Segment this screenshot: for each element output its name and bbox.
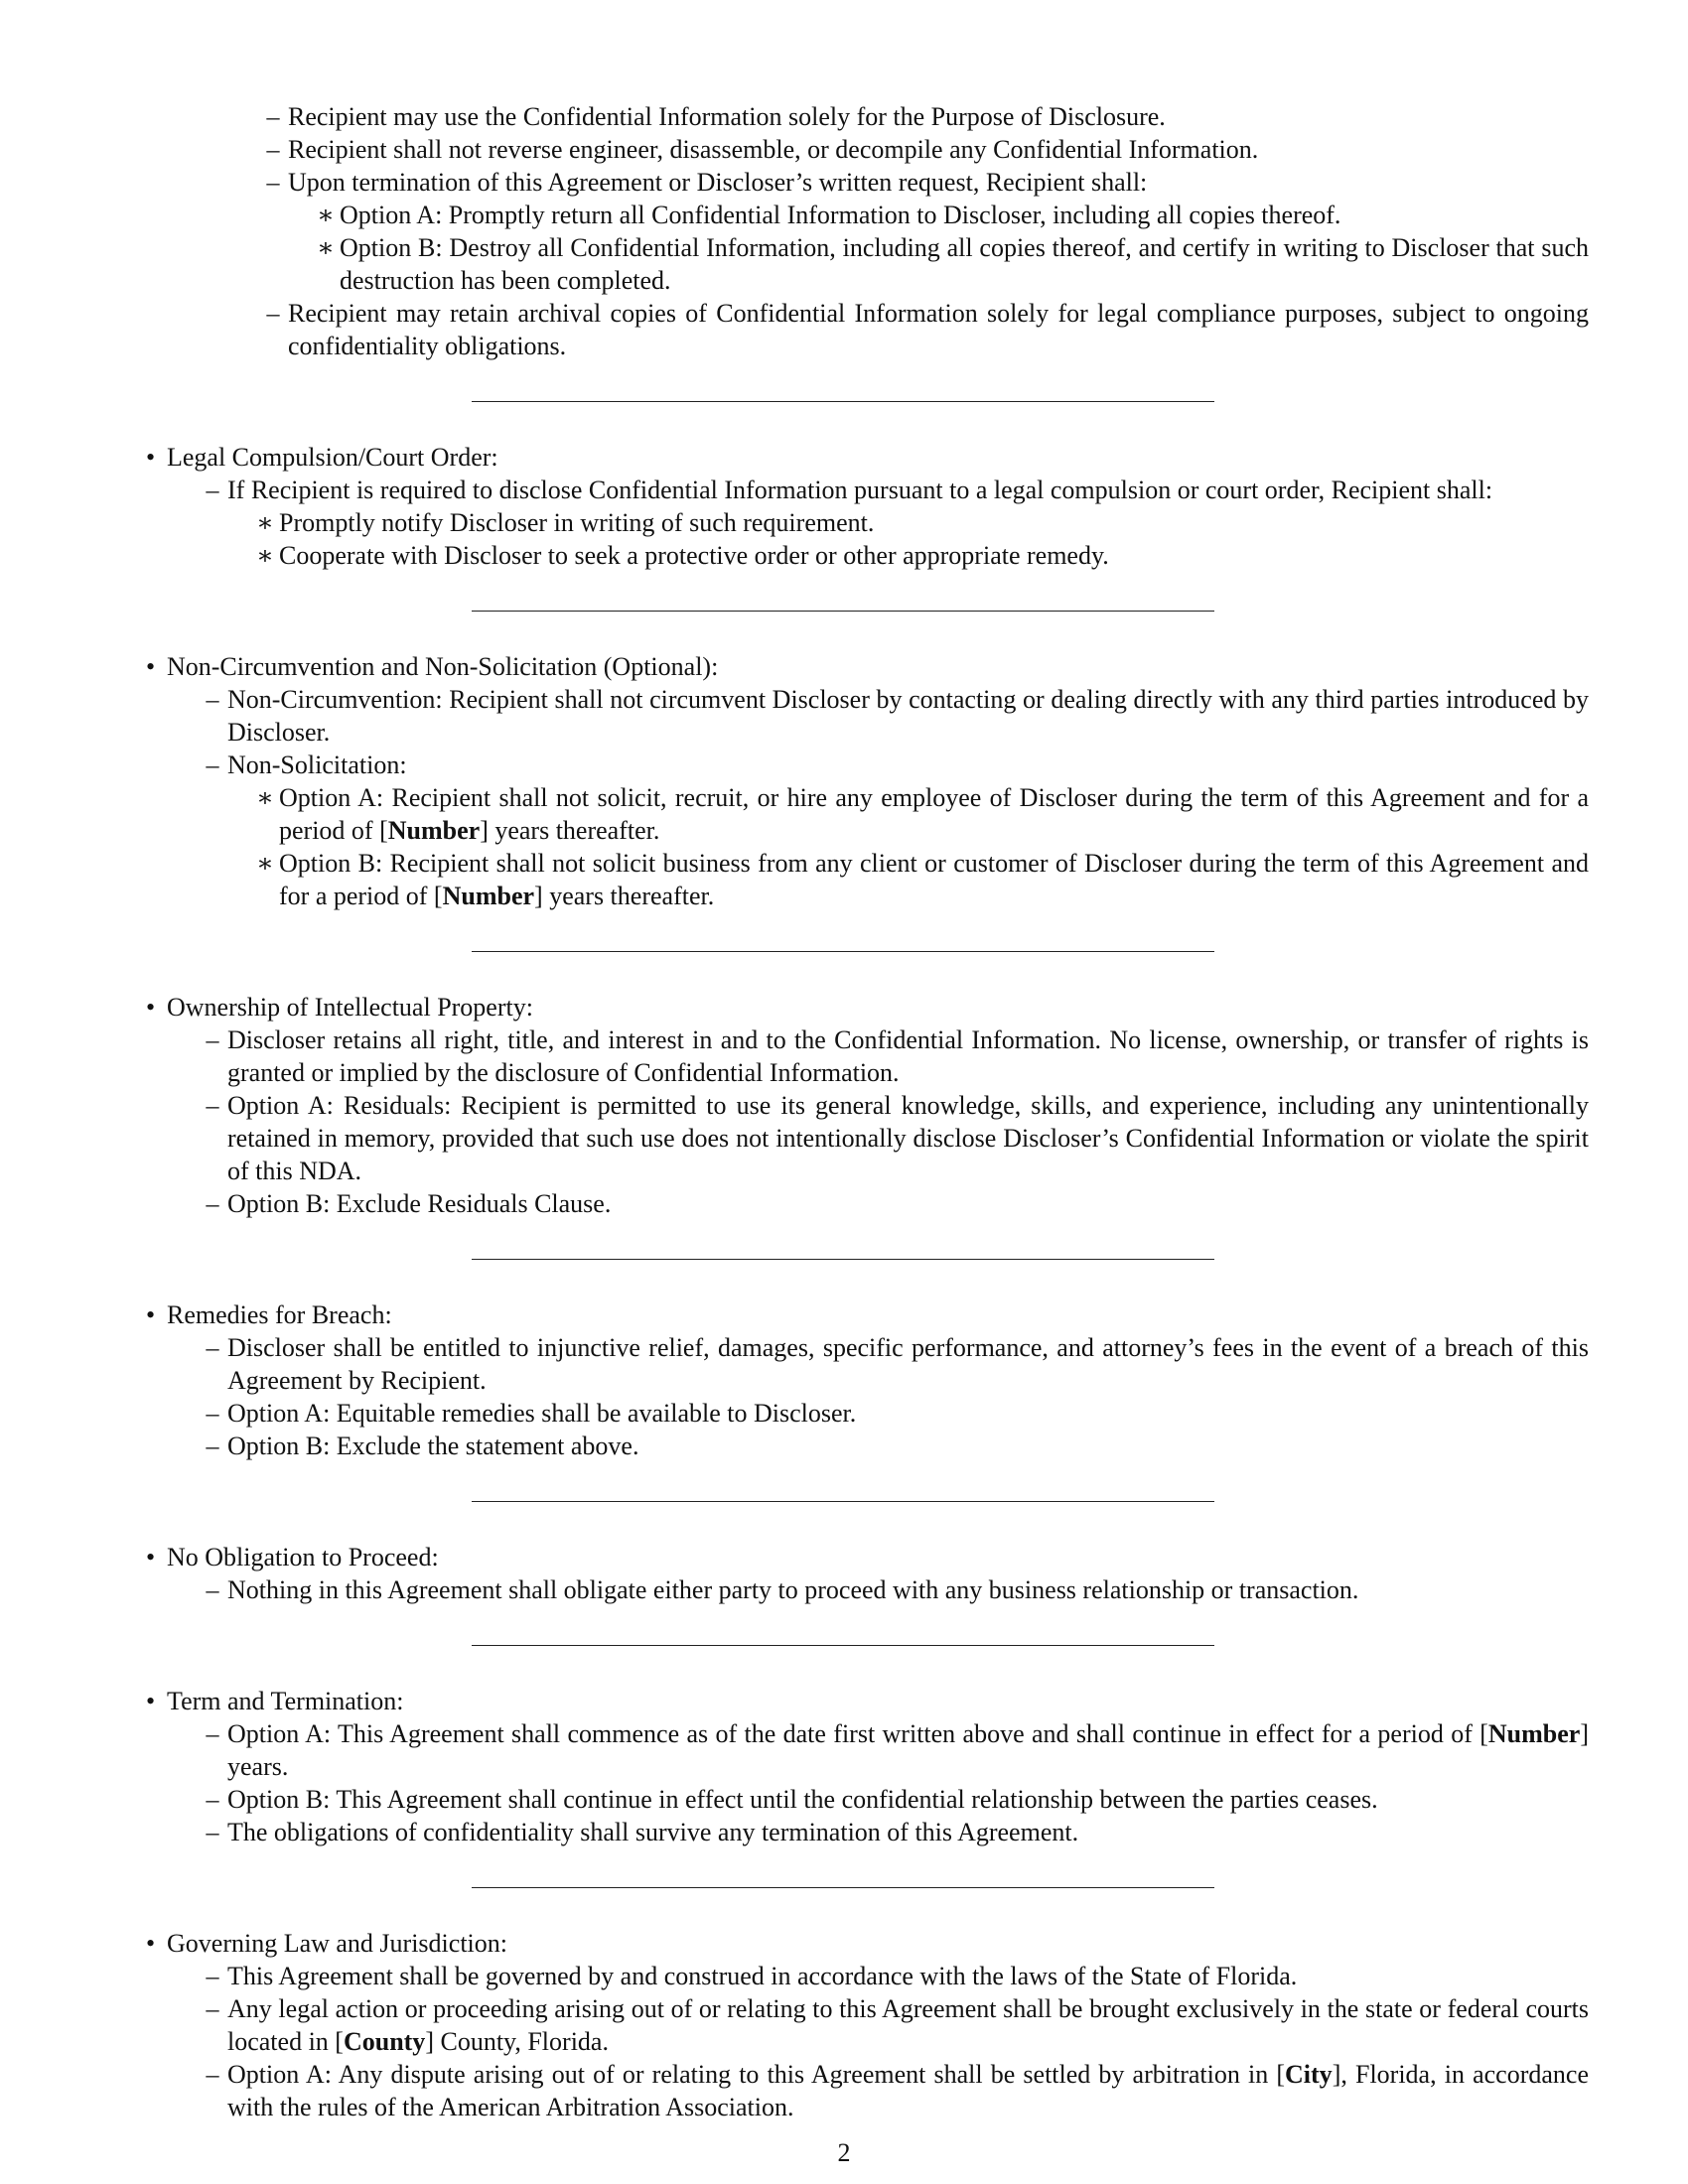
section-item [145,1298,1589,1462]
dash-marker: – [206,1333,219,1362]
section-governing-law [134,1927,1589,2123]
dash-marker: – [206,751,219,779]
list-item: – Non-Solicitation: ∗ Option A: Recipient shall not solicit, recruit, or hire any employee of Discloser during the term of this Agreement and for a period of [Number] years thereafter. ∗ Option B: Recipient shall not solicit business from any client or customer of Discloser during the term of this Agreement and for a period of [Number] years thereafter. [227,749,1589,912]
list-item: – Option A: Residuals: Recipient is permitted to use its general knowledge, skills, and experience, including any unintentionally retained in memory, provided that such use does not intentionally disclose Discloser’s Confidential Information or violate the spirit of this NDA. [227,1089,1589,1187]
sub-list-item: ∗ Promptly notify Discloser in writing of such requirement. [279,506,1589,539]
bullet-marker: • [145,1929,156,1958]
section-item [145,991,1589,1220]
bullet-marker: • [145,652,156,681]
section-divider [472,1501,1214,1502]
bullet-marker: • [145,443,156,472]
dash-marker: – [206,1189,219,1218]
section-item [145,1685,1589,1848]
bullet-marker: • [145,993,156,1022]
section-divider [472,1887,1214,1888]
list-item: – Recipient may retain archival copies of Confidential Information solely for legal compliance purposes, subject to ongoing confidentiality obligations. [288,297,1589,362]
asterisk-marker: ∗ [317,233,335,262]
list-item: – Option B: This Agreement shall continue in effect until the confidential relationship between the parties ceases. [227,1783,1589,1816]
bullet-marker: • [145,1300,156,1329]
section-divider [472,1645,1214,1646]
section-divider [472,611,1214,612]
placeholder-number: Number [442,882,535,910]
list-item: – Upon termination of this Agreement or Discloser’s written request, Recipient shall: ∗ Option A: Promptly return all Confidential Information to Discloser, including all copies thereof. ∗ Option B: Destroy all Confidential Information, including all copies thereof, and certify in writing to Discloser that such destruction has been completed. [288,166,1589,297]
asterisk-marker: ∗ [256,508,274,537]
dash-marker: – [206,1785,219,1814]
sub-list-item: ∗ Option A: Recipient shall not solicit, recruit, or hire any employee of Discloser during the term of this Agreement and for a period of [Number] years thereafter. [279,781,1589,847]
list-item: – Non-Circumvention: Recipient shall not circumvent Discloser by contacting or dealing directly with any third parties introduced by Discloser. [227,683,1589,749]
continued-items [227,100,1589,362]
placeholder-number: Number [1487,1719,1581,1748]
bullet-marker: • [145,1543,156,1571]
section-divider [472,1259,1214,1260]
section-non-circumvention [134,650,1589,912]
dash-marker: – [206,2060,219,2089]
dash-marker: – [206,1994,219,2023]
section-item [145,650,1589,912]
dash-marker: – [206,1575,219,1604]
dash-marker: – [206,1719,219,1748]
clause-list [167,683,1589,912]
clause-list [167,1331,1589,1462]
section-divider [472,401,1214,402]
clause-list [167,1024,1589,1220]
section-divider [472,951,1214,952]
list-item: – Option A: This Agreement shall commence as of the date first written above and shall continue in effect for a period of [Number] years. [227,1717,1589,1783]
section-heading: Legal Compulsion/Court Order: [167,443,498,472]
sub-list-item: ∗ Option B: Recipient shall not solicit business from any client or customer of Discloser during the term of this Agreement and for a period of [Number] years thereafter. [279,847,1589,912]
dash-marker: – [206,1091,219,1120]
list-item: – The obligations of confidentiality shall survive any termination of this Agreement. [227,1816,1589,1848]
placeholder-city: City [1285,2060,1333,2089]
sub-list [288,199,1589,297]
asterisk-marker: ∗ [256,783,274,812]
sub-list-item: ∗ Option A: Promptly return all Confidential Information to Discloser, including all copies thereof. [340,199,1589,231]
section-heading: Ownership of Intellectual Property: [167,993,533,1022]
dash-marker: – [206,1025,219,1054]
section-item [145,441,1589,572]
dash-marker: – [206,1399,219,1428]
list-item: – Option A: Equitable remedies shall be available to Discloser. [227,1397,1589,1430]
asterisk-marker: ∗ [256,849,274,878]
placeholder-county: County [343,2027,426,2056]
section-heading: No Obligation to Proceed: [167,1543,439,1571]
section-item [145,1541,1589,1606]
asterisk-marker: ∗ [256,541,274,570]
document-body [134,100,1589,2123]
clause-list [167,474,1589,572]
dash-marker: – [266,168,280,197]
clause-list [167,1717,1589,1848]
dash-marker: – [266,102,280,131]
clause-list [167,1573,1589,1606]
list-item: – This Agreement shall be governed by and construed in accordance with the laws of the State of Florida. [227,1960,1589,1992]
list-item: – Option B: Exclude the statement above. [227,1430,1589,1462]
section-ownership [134,991,1589,1220]
section-term-termination [134,1685,1589,1848]
continued-clause-list [134,100,1589,362]
list-item: – Nothing in this Agreement shall obligate either party to proceed with any business relationship or transaction. [227,1573,1589,1606]
bullet-marker: • [145,1687,156,1715]
section-item [145,1927,1589,2123]
dash-marker: – [206,476,219,504]
list-item: – Discloser shall be entitled to injunctive relief, damages, specific performance, and attorney’s fees in the event of a breach of this Agreement by Recipient. [227,1331,1589,1397]
list-item: – Recipient shall not reverse engineer, disassemble, or decompile any Confidential Information. [288,133,1589,166]
list-item: – If Recipient is required to disclose Confidential Information pursuant to a legal compulsion or court order, Recipient shall: ∗ Promptly notify Discloser in writing of such requirement. ∗ Cooperate with Discloser to seek a protective order or other appropriate remedy. [227,474,1589,572]
asterisk-marker: ∗ [317,201,335,229]
page-number: 2 [837,2138,851,2167]
section-no-obligation [134,1541,1589,1606]
sub-list [227,506,1589,572]
dash-marker: – [206,1962,219,1990]
sub-list-item: ∗ Cooperate with Discloser to seek a protective order or other appropriate remedy. [279,539,1589,572]
section-remedies [134,1298,1589,1462]
dash-marker: – [206,1432,219,1460]
dash-marker: – [266,299,280,328]
section-legal-compulsion [134,441,1589,572]
section-heading: Term and Termination: [167,1687,404,1715]
list-item: – Any legal action or proceeding arising out of or relating to this Agreement shall be brought exclusively in the state or federal courts located in [County] County, Florida. [227,1992,1589,2058]
sub-list-item: ∗ Option B: Destroy all Confidential Information, including all copies thereof, and certify in writing to Discloser that such destruction has been completed. [340,231,1589,297]
section-heading: Non-Circumvention and Non-Solicitation (Optional): [167,652,719,681]
list-item: – Option A: Any dispute arising out of or relating to this Agreement shall be settled by arbitration in [City], Florida, in accordance with the rules of the American Arbitration Association. [227,2058,1589,2123]
list-item: – Recipient may use the Confidential Information solely for the Purpose of Disclosure. [288,100,1589,133]
list-item: – Option B: Exclude Residuals Clause. [227,1187,1589,1220]
dash-marker: – [266,135,280,164]
placeholder-number: Number [387,816,481,845]
dash-marker: – [206,685,219,714]
list-item: – Discloser retains all right, title, and interest in and to the Confidential Information. No license, ownership, or transfer of rights is granted or implied by the disclosure of Confidential Information. [227,1024,1589,1089]
dash-marker: – [206,1818,219,1846]
sub-list [227,781,1589,912]
section-heading: Remedies for Breach: [167,1300,392,1329]
clause-list [167,1960,1589,2123]
section-heading: Governing Law and Jurisdiction: [167,1929,507,1958]
